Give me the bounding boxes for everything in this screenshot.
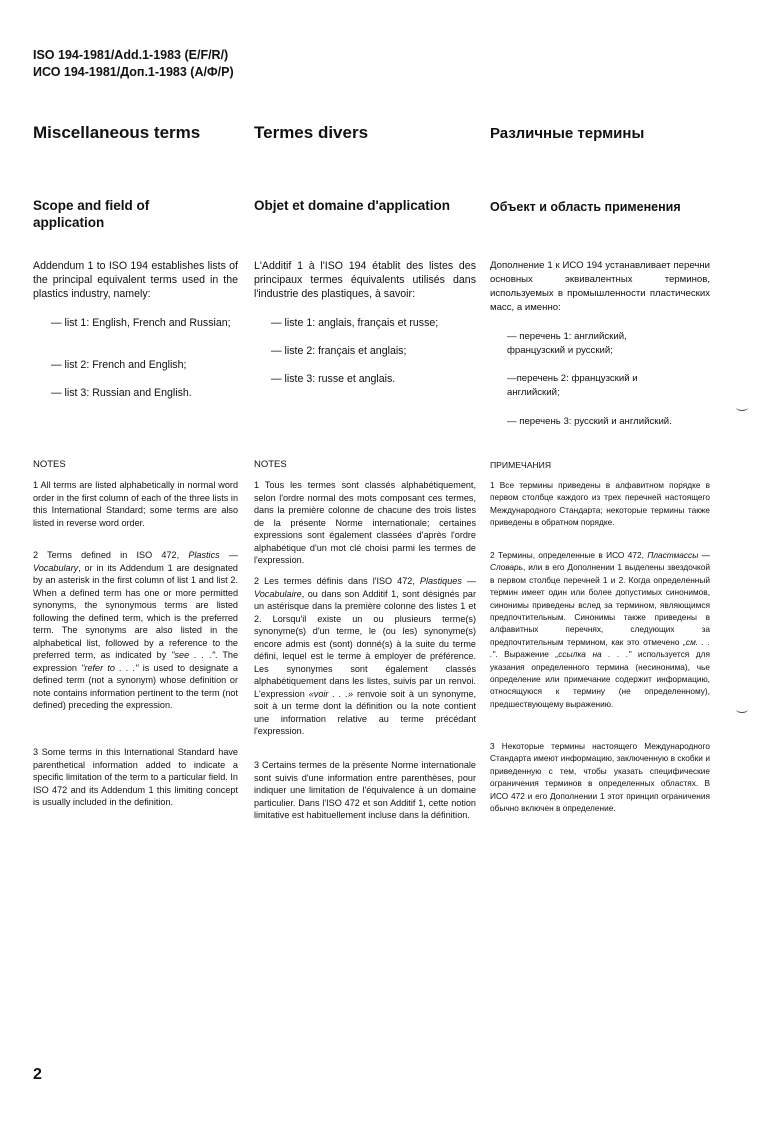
french-note-3: 3 Certains termes de la présente Norme internationale sont suivis d'une information entre parenthèses, pour indiquer une limitation de l'équivalence à un domaine particulier. Dans l'ISO 472 et son Additif 1, cette notion limitative est habituellement incluse dans la définition. xyxy=(254,760,476,820)
page-number: 2 xyxy=(33,1066,42,1083)
russian-list-item-2: —перечень 2: французский и английский; xyxy=(507,373,638,398)
french-note-1: 1 Tous les termes sont classés alphabétiquement, selon l'ordre normal des mots composant ces termes, dans la première colonne de chacune des trois listes de la présente Norme internationale; certaines expressions sont également classées d'après l'ordre alphabétique d'un mot clé choisi parmi les termes de l'expression. xyxy=(254,480,476,565)
french-list-item-1: — liste 1: anglais, français et russe; xyxy=(271,317,439,329)
russian-notes-heading: ПРИМЕЧАНИЯ xyxy=(490,460,552,470)
french-notes-heading: NOTES xyxy=(254,459,287,470)
english-note-3: 3 Some terms in this International Standard have parenthetical information added to indicate a specific limitation of the term to a particular field. In ISO 472 and its Addendum 1 this limiting concept is usually included in the definition. xyxy=(33,747,238,807)
russian-list-item-1: — перечень 1: английский, французский и русский; xyxy=(507,331,627,356)
russian-note-2: 2 Термины, определенные в ИСО 472, Пластмассы — Словарь, или в его Дополнении 1 выделены звездочкой в первом столбце перечней 1 и 2. Когда определенный термин имеет один или более допустимых синонимов, синонимы приведены вслед за термином, являющимся предпочтительным. Синонимы также приведены в алфавитных перечнях, следующих за предпочтительным термином, как это отмечено „см. . . .". Выражение „ссылка на . . ." используется для указания определенного термина (несинонима), чье определение или примечание содержит информацию, относящуюся к термину (не определенному), предшествующему выражению. xyxy=(490,550,711,709)
english-title: Miscellaneous terms xyxy=(33,123,201,142)
russian-note-3: 3 Некоторые термины настоящего Международного Стандарта имеют информацию, заключенную в скобки и приведенную с тем, чтобы указать специфические ограничения терминов в определенных областях. В ИСО 472 и его Дополнении 1 этот принцип ограничения обычно включен в определение. xyxy=(490,741,710,814)
document-code-cyrillic: ИСО 194-1981/Доп.1-1983 (А/Ф/Р) xyxy=(33,65,234,79)
french-intro: L'Additif 1 à l'ISO 194 établit des listes des principaux termes équivalents utilisés dans l'industrie des plastiques, à savoir: xyxy=(254,260,476,300)
margin-mark xyxy=(736,706,748,713)
french-title: Termes divers xyxy=(254,123,369,142)
russian-note-1: 1 Все термины приведены в алфавитном порядке в первом столбце каждого из трех перечней настоящего Международного Стандарта; некоторые термины также приведены в обратном порядке. xyxy=(490,480,710,528)
document-code-latin: ISO 194-1981/Add.1-1983 (E/F/R/) xyxy=(33,48,229,62)
english-list-item-3: — list 3: Russian and English. xyxy=(51,387,192,399)
english-note-2: 2 Terms defined in ISO 472, Plastics — Vocabulary, or in its Addendum 1 are designated by an asterisk in the first column of list 1 and list 2. When a defined term has one or more permitted synonyms, the synonymous terms are listed following the defined term, which is the preferred term. The synonyms are also listed in the alphabetical list, followed by a reference to the preferred term, as indicated by "see . . .". The expression "refer to . . ." is used to designate a defined term (not a synonym) whose definition or note contains information pertinent to the term (not defined) preceding the expression. xyxy=(33,550,239,710)
margin-mark xyxy=(736,404,748,411)
english-intro: Addendum 1 to ISO 194 establishes lists of the principal equivalent terms used in the plastics industry, namely: xyxy=(33,260,238,300)
english-subtitle: Scope and field of application xyxy=(33,198,150,230)
russian-title: Различные термины xyxy=(490,125,645,142)
russian-list-item-3: — перечень 3: русский и английский. xyxy=(507,416,672,427)
english-list-item-2: — list 2: French and English; xyxy=(51,359,187,371)
english-list-item-1: — list 1: English, French and Russian; xyxy=(51,317,231,329)
russian-subtitle: Объект и область применения xyxy=(490,200,681,214)
french-note-2: 2 Les termes définis dans l'ISO 472, Plastiques — Vocabulaire, ou dans son Additif 1, sont désignés par un astérisque dans la première colonne des listes 1 et 2. Lorsqu'il existe un ou plusieurs terme(s) synonyme(s) d'un terme, le (ou les) synonyme(s) encore admis est (sont) donné(s) à la suite du terme défini, lequel est le terme à employer de préférence. Les synonymes sont également classés alphabétiquement dans les listes, suivis par un renvoi. L'expression «voir . . .» renvoie soit à un synonyme, soit à un terme dont la définition ou la note contient une information relative au terme précédant l'expression. xyxy=(254,576,476,736)
french-list-item-2: — liste 2: français et anglais; xyxy=(271,345,407,357)
russian-intro: Дополнение 1 к ИСО 194 устанавливает перечни основных эквивалентных терминов, используемых в промышленности пластических масс, а именно: xyxy=(490,260,710,313)
english-note-1: 1 All terms are listed alphabetically in normal word order in the first column of each of the three lists in this International Standard; some terms are also listed in reverse word order. xyxy=(33,480,238,528)
french-list-item-3: — liste 3: russe et anglais. xyxy=(271,373,396,385)
english-notes-heading: NOTES xyxy=(33,459,66,470)
french-subtitle: Objet et domaine d'application xyxy=(254,198,450,213)
